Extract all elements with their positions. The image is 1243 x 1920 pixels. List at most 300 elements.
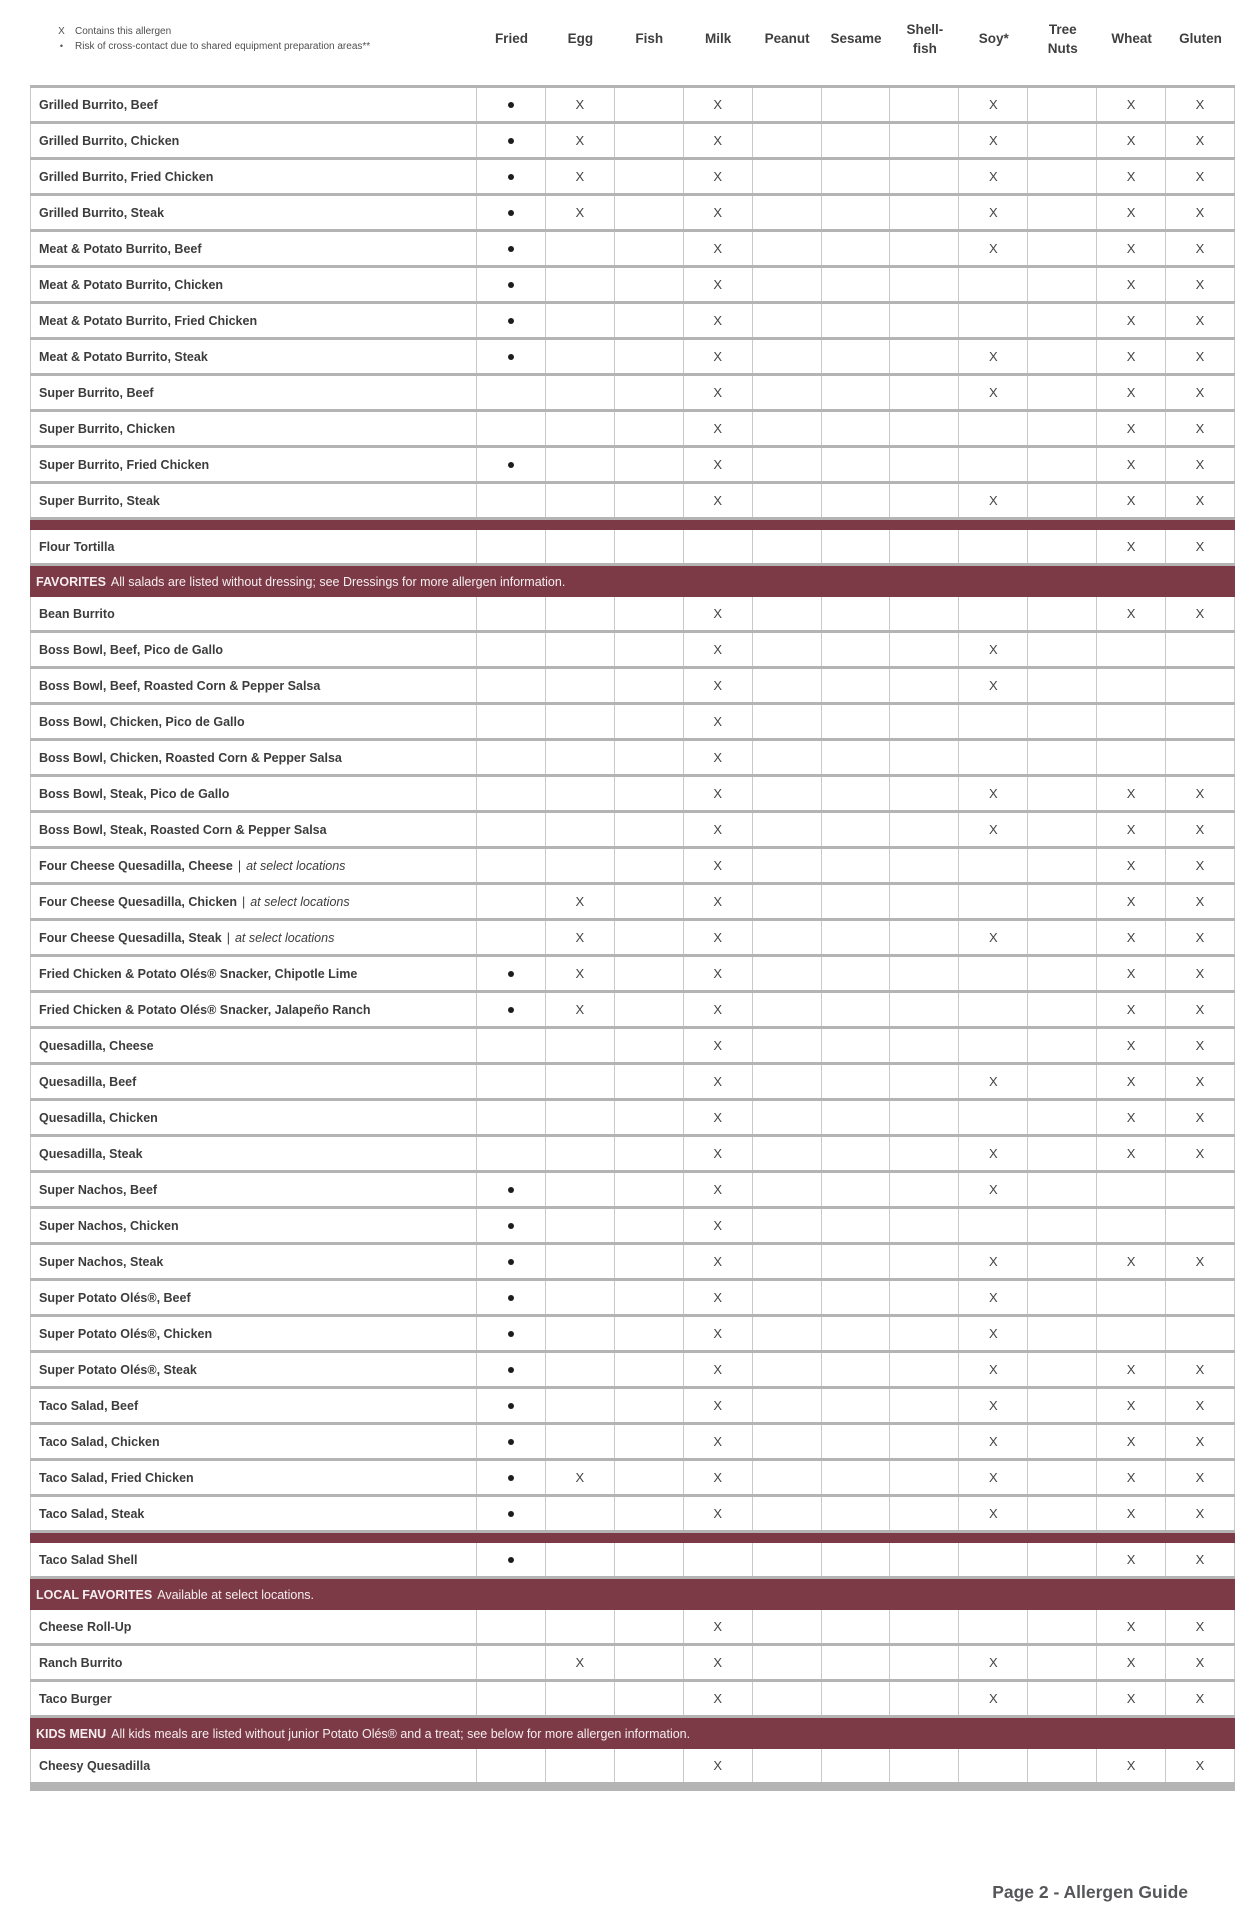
allergen-cell [822, 849, 891, 882]
contains-allergen-x: X [684, 1245, 753, 1278]
contains-allergen-x: X [1166, 777, 1235, 810]
allergen-cell [1097, 741, 1166, 774]
contains-allergen-x: X [1166, 1646, 1235, 1679]
contains-allergen-x: X [1097, 957, 1166, 990]
allergen-cell [546, 1317, 615, 1350]
allergen-cell [1028, 1389, 1097, 1422]
allergen-cell [1166, 1209, 1235, 1242]
allergen-cell [477, 340, 546, 373]
allergen-cell [546, 1682, 615, 1715]
allergen-cell [546, 813, 615, 846]
contains-allergen-x: X [959, 813, 1028, 846]
contains-allergen-x: X [1097, 268, 1166, 301]
allergen-cell [890, 1101, 959, 1134]
allergen-cell [890, 1245, 959, 1278]
allergen-cell [753, 741, 822, 774]
allergen-cell [477, 1425, 546, 1458]
contains-allergen-x: X [1166, 885, 1235, 918]
contains-allergen-x: X [546, 993, 615, 1026]
allergen-cell [959, 705, 1028, 738]
allergen-cell [822, 597, 891, 630]
contains-allergen-x: X [684, 448, 753, 481]
contains-allergen-x: X [684, 669, 753, 702]
contains-allergen-x: X [1097, 304, 1166, 337]
allergen-cell [1028, 88, 1097, 121]
allergen-cell [822, 1137, 891, 1170]
allergen-cell [890, 340, 959, 373]
allergen-cell [546, 1101, 615, 1134]
contains-allergen-x: X [959, 1245, 1028, 1278]
allergen-table-wrap [30, 0, 1235, 1791]
allergen-cell [477, 1137, 546, 1170]
contains-allergen-x: X [684, 304, 753, 337]
cross-contact-dot [508, 138, 514, 144]
cross-contact-dot [508, 282, 514, 288]
allergen-cell [753, 669, 822, 702]
allergen-cell [753, 993, 822, 1026]
section-description: All salads are listed without dressing; see Dressings for more allergen information. [110, 574, 566, 589]
allergen-cell [546, 530, 615, 563]
contains-allergen-x: X [959, 633, 1028, 666]
allergen-cell [615, 1137, 684, 1170]
allergen-cell [890, 1353, 959, 1386]
allergen-cell [477, 849, 546, 882]
allergen-cell [546, 484, 615, 517]
contains-allergen-x: X [684, 813, 753, 846]
item-name: Boss Bowl, Beef, Pico de Gallo [30, 633, 477, 666]
legend-area [30, 24, 477, 62]
allergen-cell [822, 1029, 891, 1062]
allergen-cell [1097, 669, 1166, 702]
allergen-cell [890, 1317, 959, 1350]
allergen-cell [753, 1101, 822, 1134]
contains-allergen-x: X [684, 1065, 753, 1098]
allergen-cell [477, 633, 546, 666]
allergen-cell [1028, 1682, 1097, 1715]
item-name: Meat & Potato Burrito, Chicken [30, 268, 477, 301]
contains-allergen-x: X [546, 885, 615, 918]
allergen-cell [1028, 340, 1097, 373]
contains-allergen-x: X [1166, 1461, 1235, 1494]
contains-allergen-x: X [684, 849, 753, 882]
allergen-cell [477, 1497, 546, 1530]
allergen-cell [615, 1610, 684, 1643]
table-row [30, 1497, 1235, 1533]
allergen-cell [615, 705, 684, 738]
allergen-cell [890, 448, 959, 481]
allergen-cell [615, 633, 684, 666]
allergen-cell [1028, 1543, 1097, 1576]
allergen-cell [753, 1425, 822, 1458]
allergen-cell [822, 530, 891, 563]
allergen-cell [959, 304, 1028, 337]
allergen-cell [546, 376, 615, 409]
contains-allergen-x: X [1166, 1610, 1235, 1643]
allergen-cell [477, 669, 546, 702]
allergen-cell [959, 741, 1028, 774]
allergen-cell [959, 885, 1028, 918]
table-row [30, 1389, 1235, 1425]
allergen-cell [822, 1646, 891, 1679]
contains-allergen-x: X [1097, 1425, 1166, 1458]
allergen-cell [753, 1065, 822, 1098]
allergen-cell [1166, 705, 1235, 738]
allergen-cell [546, 633, 615, 666]
allergen-cell [822, 813, 891, 846]
contains-allergen-x: X [1166, 993, 1235, 1026]
allergen-cell [1028, 1029, 1097, 1062]
allergen-cell [546, 1209, 615, 1242]
allergen-cell [615, 484, 684, 517]
allergen-cell [615, 1245, 684, 1278]
legend [57, 24, 477, 54]
x-mark-symbol: X [58, 25, 65, 37]
allergen-cell [615, 1353, 684, 1386]
table-row [30, 268, 1235, 304]
allergen-cell [890, 484, 959, 517]
allergen-cell [477, 1281, 546, 1314]
allergen-cell [615, 741, 684, 774]
allergen-cell [890, 921, 959, 954]
contains-allergen-x: X [1097, 993, 1166, 1026]
legend-contains-line [57, 24, 477, 39]
contains-allergen-x: X [959, 1065, 1028, 1098]
allergen-cell [822, 633, 891, 666]
allergen-cell [477, 1353, 546, 1386]
allergen-cell [1028, 1137, 1097, 1170]
allergen-cell [1097, 705, 1166, 738]
contains-allergen-x: X [684, 88, 753, 121]
allergen-cell [477, 1065, 546, 1098]
item-name: Meat & Potato Burrito, Steak [30, 340, 477, 373]
cross-contact-dot [508, 210, 514, 216]
item-note: at select locations [234, 930, 335, 945]
allergen-cell [1028, 1281, 1097, 1314]
contains-allergen-x: X [546, 1461, 615, 1494]
allergen-cell [1028, 232, 1097, 265]
allergen-cell [822, 1209, 891, 1242]
allergen-cell [890, 1029, 959, 1062]
legend-cross-contact-line [57, 39, 477, 54]
allergen-cell [1028, 669, 1097, 702]
allergen-cell [1028, 849, 1097, 882]
allergen-cell [1028, 160, 1097, 193]
allergen-cell [959, 849, 1028, 882]
allergen-cell [753, 1543, 822, 1576]
contains-allergen-x: X [684, 885, 753, 918]
allergen-cell [615, 232, 684, 265]
allergen-cell [546, 1425, 615, 1458]
allergen-cell [753, 160, 822, 193]
allergen-cell [890, 1425, 959, 1458]
allergen-cell [890, 160, 959, 193]
allergen-cell [753, 484, 822, 517]
cross-contact-dot [508, 318, 514, 324]
allergen-cell [615, 1749, 684, 1782]
table-row [30, 1749, 1235, 1785]
allergen-cell [753, 232, 822, 265]
allergen-cell [1028, 530, 1097, 563]
cross-contact-dot [508, 1511, 514, 1517]
table-row [30, 1317, 1235, 1353]
contains-allergen-x: X [959, 1389, 1028, 1422]
table-header [30, 0, 1235, 85]
allergen-cell [959, 1543, 1028, 1576]
contains-allergen-x: X [546, 957, 615, 990]
contains-allergen-x: X [684, 376, 753, 409]
allergen-cell [822, 268, 891, 301]
contains-allergen-x: X [684, 484, 753, 517]
table-row [30, 530, 1235, 566]
allergen-cell [822, 741, 891, 774]
contains-allergen-x: X [1097, 530, 1166, 563]
table-row [30, 1137, 1235, 1173]
allergen-cell [753, 705, 822, 738]
allergen-cell [615, 1281, 684, 1314]
allergen-cell [615, 813, 684, 846]
contains-allergen-x: X [1166, 1425, 1235, 1458]
allergen-cell [477, 921, 546, 954]
contains-allergen-x: X [1166, 232, 1235, 265]
allergen-cell [753, 1610, 822, 1643]
contains-allergen-x: X [1097, 376, 1166, 409]
allergen-cell [477, 1461, 546, 1494]
contains-allergen-x: X [546, 921, 615, 954]
allergen-cell [959, 1610, 1028, 1643]
allergen-cell [1028, 484, 1097, 517]
allergen-cell [753, 530, 822, 563]
contains-allergen-x: X [684, 340, 753, 373]
item-name: Grilled Burrito, Chicken [30, 124, 477, 157]
cross-contact-dot [508, 1259, 514, 1265]
table-row [30, 340, 1235, 376]
allergen-cell [1028, 1101, 1097, 1134]
allergen-cell [546, 1137, 615, 1170]
item-name: Super Nachos, Chicken [30, 1209, 477, 1242]
allergen-cell [1097, 1281, 1166, 1314]
item-name: Cheesy Quesadilla [30, 1749, 477, 1782]
item-name: Grilled Burrito, Steak [30, 196, 477, 229]
cross-contact-dot [508, 971, 514, 977]
contains-allergen-x: X [959, 232, 1028, 265]
allergen-cell [1028, 376, 1097, 409]
table-row [30, 1173, 1235, 1209]
contains-allergen-x: X [959, 1425, 1028, 1458]
allergen-cell [890, 813, 959, 846]
cross-contact-dot [508, 246, 514, 252]
contains-allergen-x: X [1166, 124, 1235, 157]
allergen-cell [753, 196, 822, 229]
contains-allergen-x: X [1166, 196, 1235, 229]
section-header [30, 1579, 1235, 1610]
table-row [30, 232, 1235, 268]
allergen-cell [477, 412, 546, 445]
contains-allergen-x: X [1166, 1389, 1235, 1422]
allergen-cell [753, 1245, 822, 1278]
allergen-cell [822, 124, 891, 157]
contains-allergen-x: X [1097, 885, 1166, 918]
contains-allergen-x: X [546, 124, 615, 157]
allergen-cell [1028, 304, 1097, 337]
allergen-cell [1028, 741, 1097, 774]
allergen-cell [615, 957, 684, 990]
page-footer-label: Page 2 - Allergen Guide [992, 1882, 1188, 1902]
contains-allergen-x: X [1166, 1543, 1235, 1576]
contains-allergen-x: X [1166, 88, 1235, 121]
item-name: Super Potato Olés®, Steak [30, 1353, 477, 1386]
allergen-cell [1028, 124, 1097, 157]
contains-allergen-x: X [684, 1461, 753, 1494]
contains-allergen-x: X [1097, 232, 1166, 265]
allergen-cell [890, 1209, 959, 1242]
table-row [30, 813, 1235, 849]
allergen-cell [890, 1173, 959, 1206]
item-name: Boss Bowl, Beef, Roasted Corn & Pepper Salsa [30, 669, 477, 702]
allergen-cell [615, 1646, 684, 1679]
allergen-cell [822, 232, 891, 265]
item-name: Cheese Roll-Up [30, 1610, 477, 1643]
contains-allergen-x: X [546, 88, 615, 121]
allergen-cell [822, 484, 891, 517]
item-name: Quesadilla, Steak [30, 1137, 477, 1170]
allergen-cell [546, 849, 615, 882]
contains-allergen-x: X [1097, 1065, 1166, 1098]
allergen-cell [546, 669, 615, 702]
allergen-cell [822, 304, 891, 337]
allergen-cell [890, 1610, 959, 1643]
allergen-cell [546, 1610, 615, 1643]
table-row [30, 124, 1235, 160]
allergen-cell [477, 124, 546, 157]
contains-allergen-x: X [1166, 849, 1235, 882]
item-name: Flour Tortilla [30, 530, 477, 563]
cross-contact-dot [508, 1331, 514, 1337]
allergen-cell [615, 1101, 684, 1134]
contains-allergen-x: X [546, 160, 615, 193]
allergen-cell [615, 124, 684, 157]
item-name: Quesadilla, Cheese [30, 1029, 477, 1062]
cross-contact-dot [508, 102, 514, 108]
table-row [30, 1646, 1235, 1682]
allergen-cell [959, 993, 1028, 1026]
column-header: Fried [494, 31, 528, 46]
contains-allergen-x: X [684, 633, 753, 666]
allergen-cell [615, 777, 684, 810]
allergen-cell [890, 1543, 959, 1576]
contains-allergen-x: X [1097, 597, 1166, 630]
contains-allergen-x: X [959, 1461, 1028, 1494]
table-row [30, 1353, 1235, 1389]
table-row [30, 1281, 1235, 1317]
table-row [30, 633, 1235, 669]
table-row [30, 1610, 1235, 1646]
cross-contact-dot [508, 354, 514, 360]
allergen-cell [1028, 1646, 1097, 1679]
allergen-cell [546, 232, 615, 265]
column-headers [477, 20, 1235, 66]
table-row [30, 1101, 1235, 1137]
contains-allergen-x: X [959, 196, 1028, 229]
allergen-cell [1028, 1173, 1097, 1206]
allergen-cell [615, 412, 684, 445]
contains-allergen-x: X [1097, 1389, 1166, 1422]
item-name: Taco Salad, Chicken [30, 1425, 477, 1458]
allergen-cell [477, 232, 546, 265]
table-row [30, 885, 1235, 921]
item-name: Grilled Burrito, Beef [30, 88, 477, 121]
contains-allergen-x: X [684, 1317, 753, 1350]
allergen-cell [615, 268, 684, 301]
allergen-cell [822, 1682, 891, 1715]
contains-allergen-x: X [959, 1281, 1028, 1314]
allergen-cell [753, 813, 822, 846]
allergen-cell [1028, 597, 1097, 630]
allergen-cell [1028, 921, 1097, 954]
contains-allergen-x: X [1166, 1497, 1235, 1530]
item-name: Quesadilla, Chicken [30, 1101, 477, 1134]
item-name: Quesadilla, Beef [30, 1065, 477, 1098]
allergen-cell [753, 1646, 822, 1679]
allergen-cell [615, 669, 684, 702]
table-row [30, 1065, 1235, 1101]
allergen-cell [615, 1173, 684, 1206]
allergen-cell [822, 448, 891, 481]
cross-contact-dot [508, 1007, 514, 1013]
item-name: Four Cheese Quesadilla, Chicken | at select locations [30, 885, 477, 918]
allergen-cell [822, 1353, 891, 1386]
contains-allergen-x: X [1097, 88, 1166, 121]
contains-allergen-x: X [959, 1497, 1028, 1530]
allergen-cell [822, 1425, 891, 1458]
contains-allergen-x: X [959, 1646, 1028, 1679]
allergen-cell [822, 1281, 891, 1314]
contains-allergen-x: X [684, 1749, 753, 1782]
contains-allergen-x: X [959, 669, 1028, 702]
allergen-cell [753, 777, 822, 810]
allergen-cell [477, 705, 546, 738]
column-header: Shell- fish [906, 21, 944, 56]
contains-allergen-x: X [684, 1682, 753, 1715]
allergen-cell [615, 993, 684, 1026]
contains-allergen-x: X [1097, 1610, 1166, 1643]
table-row [30, 849, 1235, 885]
item-name: Super Nachos, Steak [30, 1245, 477, 1278]
allergen-cell [615, 304, 684, 337]
allergen-cell [477, 993, 546, 1026]
allergen-cell [546, 1353, 615, 1386]
allergen-cell [615, 1497, 684, 1530]
allergen-cell [822, 921, 891, 954]
allergen-cell [546, 1543, 615, 1576]
allergen-cell [822, 957, 891, 990]
contains-allergen-x: X [684, 993, 753, 1026]
item-name: Boss Bowl, Chicken, Roasted Corn & Pepper Salsa [30, 741, 477, 774]
allergen-cell [1028, 993, 1097, 1026]
contains-allergen-x: X [684, 196, 753, 229]
contains-allergen-x: X [1166, 921, 1235, 954]
allergen-cell [1028, 1425, 1097, 1458]
allergen-cell [615, 1317, 684, 1350]
allergen-cell [615, 1065, 684, 1098]
contains-allergen-x: X [684, 1173, 753, 1206]
column-header: Soy* [978, 31, 1009, 46]
allergen-cell [615, 921, 684, 954]
contains-allergen-x: X [1166, 412, 1235, 445]
contains-allergen-x: X [1097, 412, 1166, 445]
contains-allergen-x: X [1097, 1137, 1166, 1170]
contains-allergen-x: X [1097, 1245, 1166, 1278]
allergen-cell [822, 885, 891, 918]
